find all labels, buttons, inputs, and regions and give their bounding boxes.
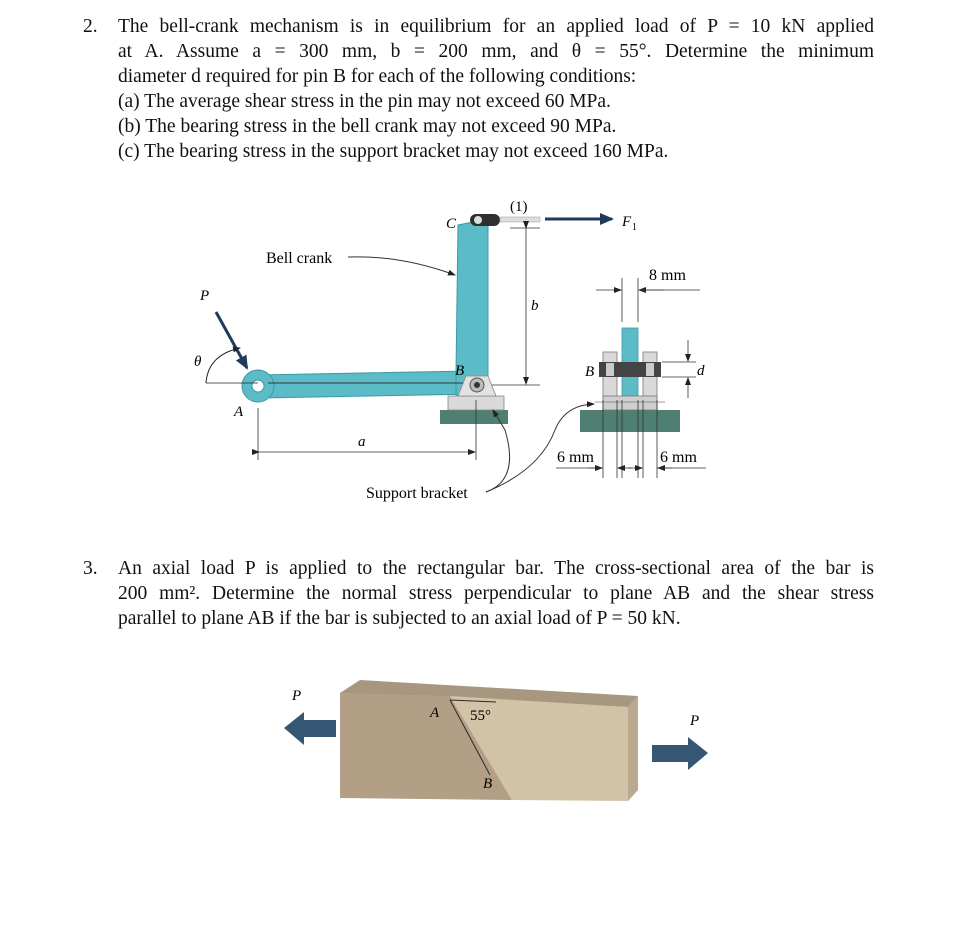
label-b-side: B	[585, 364, 595, 380]
label-c-point: C	[446, 216, 457, 232]
load-p-right-arrow	[652, 737, 708, 770]
problem-2-condition-b: (b) The bearing stress in the bell crank may not exceed 90 MPa.	[118, 116, 617, 137]
label-bell-crank: Bell crank	[266, 250, 333, 267]
label-member-1: (1)	[510, 199, 528, 215]
problem-3-line: 200 mm². Determine the normal stress perpendicular to plane AB and the shear stress	[118, 583, 874, 604]
axial-bar-figure	[0, 660, 962, 830]
problem-2-number: 2.	[83, 16, 98, 37]
pin-b-side-view	[556, 278, 706, 478]
dimension-a	[258, 400, 476, 460]
problem-2-condition-c: (c) The bearing stress in the support bracket may not exceed 160 MPa.	[118, 141, 669, 162]
label-p-left: P	[292, 688, 302, 704]
problem-3-line: parallel to plane AB if the bar is subjected to an axial load of P = 50 kN.	[118, 608, 681, 629]
problem-3-line: An axial load P is applied to the rectangular bar. The cross-sectional area of the bar is	[118, 558, 874, 579]
label-a-plane: A	[430, 705, 440, 721]
label-8mm: 8 mm	[649, 267, 686, 284]
label-6mm-right: 6 mm	[660, 449, 697, 466]
bell-crank-leader	[348, 257, 455, 275]
bell-crank	[242, 219, 488, 402]
label-p-right: P	[690, 713, 700, 729]
label-support-bracket: Support bracket	[366, 485, 468, 502]
load-p-left-arrow	[284, 712, 336, 745]
problem-2-line: diameter d required for pin B for each of the following conditions:	[118, 66, 637, 87]
label-f1-sub: 1	[632, 222, 637, 233]
problem-2-condition-a: (a) The average shear stress in the pin may not exceed 60 MPa.	[118, 91, 611, 112]
label-angle: 55°	[470, 708, 491, 724]
problem-3-number: 3.	[83, 558, 98, 579]
label-dim-a: a	[358, 434, 366, 450]
label-a-point: A	[234, 404, 244, 420]
problem-2-line: at A. Assume a = 300 mm, b = 200 mm, and θ = 55°. Determine the minimum	[118, 41, 874, 62]
problem-3	[0, 556, 962, 636]
problem-2-line: The bell-crank mechanism is in equilibrium for an applied load of P = 10 kN applied	[118, 16, 874, 37]
member-1	[470, 214, 540, 226]
label-b-point: B	[455, 363, 465, 379]
label-b-plane: B	[483, 776, 493, 792]
label-dim-d: d	[697, 363, 705, 379]
label-f1: F	[622, 214, 632, 230]
label-p: P	[200, 288, 210, 304]
label-dim-b: b	[531, 298, 539, 314]
label-theta: θ	[194, 354, 202, 370]
label-6mm-left: 6 mm	[557, 449, 594, 466]
